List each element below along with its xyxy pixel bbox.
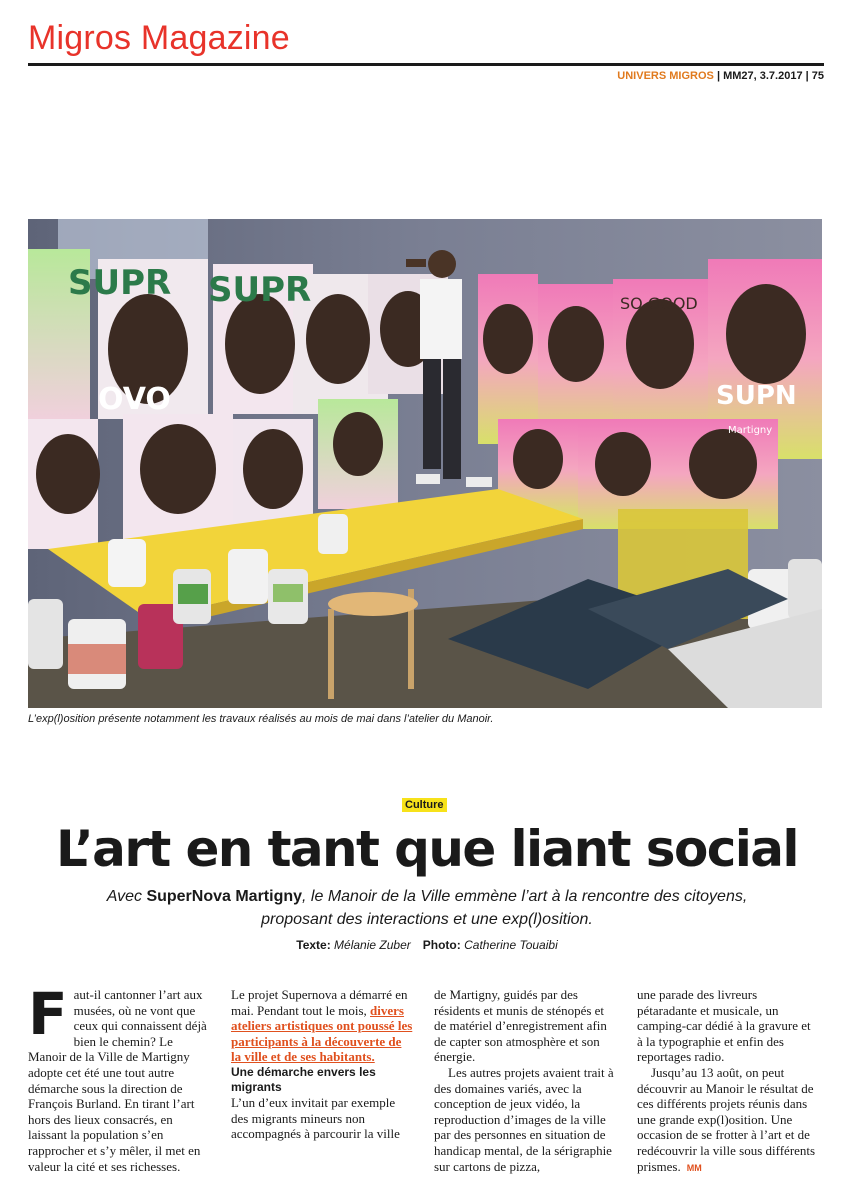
article-column-2 (231, 987, 413, 1142)
col2-text-a: Le projet Supernova a démarré en mai. Pendant tout le mois, (231, 987, 408, 1018)
poster-text-supr-2: SUPR (208, 270, 312, 310)
article-lead (80, 885, 774, 931)
credit-text-name: Mélanie Zuber (334, 938, 411, 952)
lead-prefix: Avec (106, 888, 147, 905)
col2-link[interactable]: divers ateliers artistiques ont poussé les participants à la découverte de la ville et de ses habitants. (231, 1002, 413, 1065)
poster-text-ovo: OVO (98, 382, 171, 417)
col3-text-b: Les autres projets avaient trait à des domaines variés, avec la conception de jeux vidéo, la reproduction d’images de la ville par des personnes en situation de handicap mental, de la sérigraphie sur cartons de pizza, (434, 1064, 614, 1174)
photo-illustration (28, 219, 822, 708)
folio-issue: | MM27, 3.7.2017 | 75 (716, 70, 824, 82)
poster-text-supr: SUPR (68, 263, 172, 303)
lead-bold: SuperNova Martigny (146, 888, 303, 905)
article-column-3 (434, 987, 616, 1174)
col4-text-a: une parade des livreurs pétaradante et musicale, un camping-car dédié à la gravure et à la typographie et enfin des reportages radio. (637, 987, 811, 1065)
header-rule (28, 63, 824, 66)
col2-text-b: L’un d’eux invitait par exemple des migrants mineurs non accompagnés à parcourir la ville (231, 1094, 400, 1142)
col4-text-b: Jusqu’au 13 août, on peut découvrir au Manoir le résultat de ces différents projets réunis dans une grande exp(l)osition. Une occasion de se frotter à l’art et de redécouvrir la ville sous différents prismes. (637, 1064, 816, 1174)
col1-text: aut-il cantonner l’art aux musées, où ne vont que ceux qui connaissent déjà bien le chemin? Le Manoir de la Ville de Martigny adopte cet été une tout autre démarche sous la direction de François Burland. En tirant l’art hors des lieux consacrés, en laissant la population s’en rapprocher et s’y mêler, il met en valeur la cité et ses richesses. (28, 987, 207, 1174)
article-column-4 (637, 987, 819, 1176)
dropcap: F (28, 980, 68, 1048)
credit-photo-label: Photo: (422, 938, 461, 952)
article-photo (28, 219, 822, 708)
masthead-logo[interactable]: Migros Magazine (28, 19, 290, 57)
poster-text-so-good: SO GOOD (620, 294, 698, 313)
poster-text-supn: SUPN (716, 381, 797, 411)
credit-text-label: Texte: (296, 938, 331, 952)
col2-subhead: Une démarche envers les migrants (231, 1064, 376, 1094)
article-credits (0, 938, 854, 952)
photo-caption: L’exp(l)osition présente notamment les travaux réalisés au mois de mai dans l’atelier du Manoir. (28, 713, 494, 725)
poster-text-martigny: Martigny (728, 425, 773, 436)
rubric-tag[interactable]: Culture (402, 798, 447, 812)
col3-text-a: de Martigny, guidés par des résidents et munis de sténopés et de matériel d’enregistrement afin de capter son atmosphère et son énergie. (434, 987, 607, 1065)
article-column-1 (28, 980, 210, 1174)
lead-rest: , le Manoir de la Ville emmène l’art à la rencontre des citoyens, proposant des interactions et une exp(l)osition. (261, 888, 748, 928)
folio-section: UNIVERS MIGROS (617, 70, 714, 82)
article-headline: L’art en tant que liant social (56, 820, 798, 878)
credit-photo-name: Catherine Touaibi (464, 938, 558, 952)
end-mark: MM (686, 1162, 702, 1173)
page-folio (617, 70, 824, 82)
